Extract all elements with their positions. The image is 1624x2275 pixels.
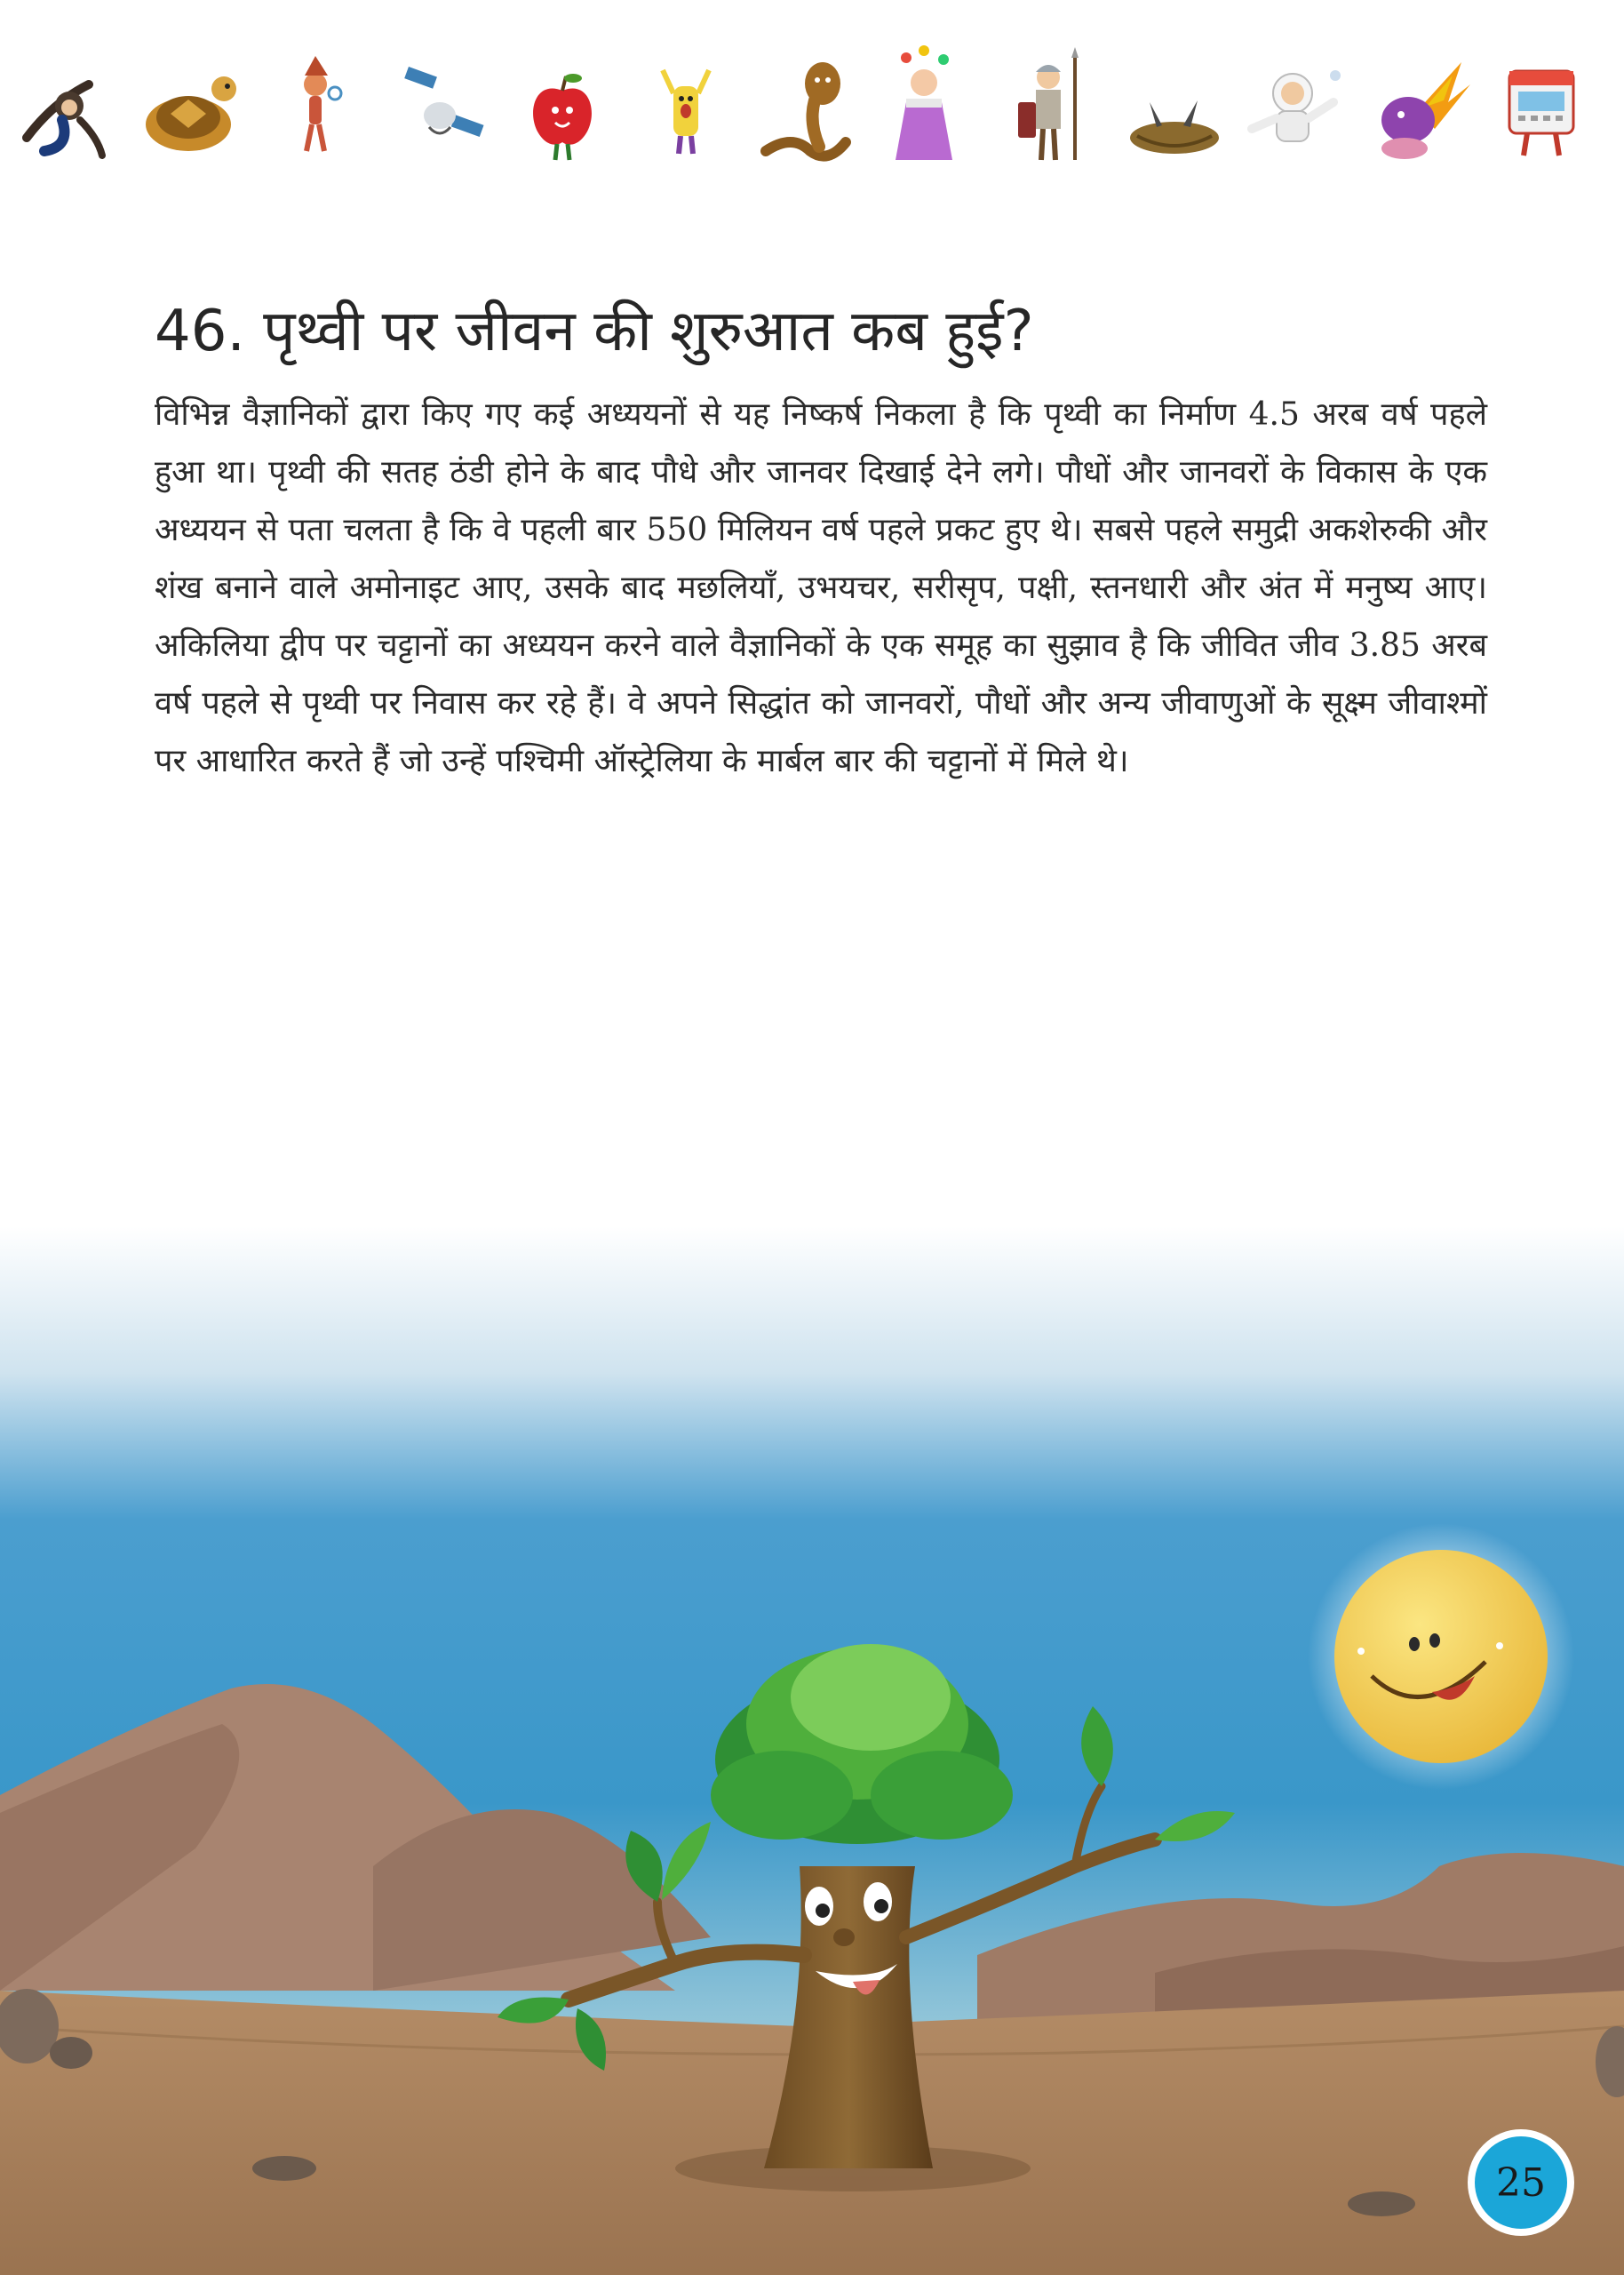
article xyxy=(155,293,1487,790)
desert-scene-illustration xyxy=(0,1226,1624,2275)
calendar-icon xyxy=(1509,71,1573,156)
character-strip xyxy=(0,0,1624,196)
satellite-icon xyxy=(404,67,483,137)
astronaut-icon xyxy=(1252,70,1341,141)
smiling-sun-icon xyxy=(1308,1523,1574,1790)
page-number: 25 xyxy=(1475,2136,1567,2229)
meteor-icon xyxy=(1381,62,1470,159)
page-number-badge xyxy=(1468,2129,1574,2236)
cheering-figure-icon xyxy=(663,70,709,154)
article-title: 46. पृथ्वी पर जीवन की शुरुआत कब हुई? xyxy=(155,299,1034,364)
soldier-icon xyxy=(1018,47,1079,160)
apple-icon xyxy=(533,74,592,160)
cobra-icon xyxy=(766,62,846,156)
turtle-icon xyxy=(146,76,236,151)
article-body: विभिन्न वैज्ञानिकों द्वारा किए गए कई अध्ययनों से यह निष्कर्ष निकला है कि पृथ्वी का निर्माण 4.5 अरब वर्ष पहले हुआ था। पृथ्वी की सतह ठंडी होने के बाद पौधे और जानवर दिखाई देने लगे। पौधों और जानवरों के विकास के एक अध्ययन से पता चलता है कि वे पहली बार 550 मिलियन वर्ष पहले प्रकट हुए थे। सबसे पहले समुद्री अकशेरुकी और शंख बनाने वाले अमोनाइट आए, उसके बाद मछलियाँ, उभयचर, सरीसृप, पक्षी, स्तनधारी और अंत में मनुष्य आए। अकिलिया द्वीप पर चट्टानों का अध्ययन करने वाले वैज्ञानिकों के एक समूह का सुझाव है कि जीवित जीव 3.85 अरब वर्ष पहले से पृथ्वी पर निवास कर रहे हैं। वे अपने सिद्धांत को जानवरों, पौधों और अन्य जीवाणुओं के सूक्ष्म जीवाश्मों पर आधारित करते हैं जो उन्हें पश्चिमी ऑस्ट्रेलिया के मार्बल बार की चट्टानों में मिले थे। xyxy=(155,396,1487,780)
nest-icon xyxy=(1130,100,1219,154)
monkey-icon xyxy=(27,84,102,156)
elf-icon xyxy=(304,56,341,151)
juggler-icon xyxy=(896,45,952,160)
